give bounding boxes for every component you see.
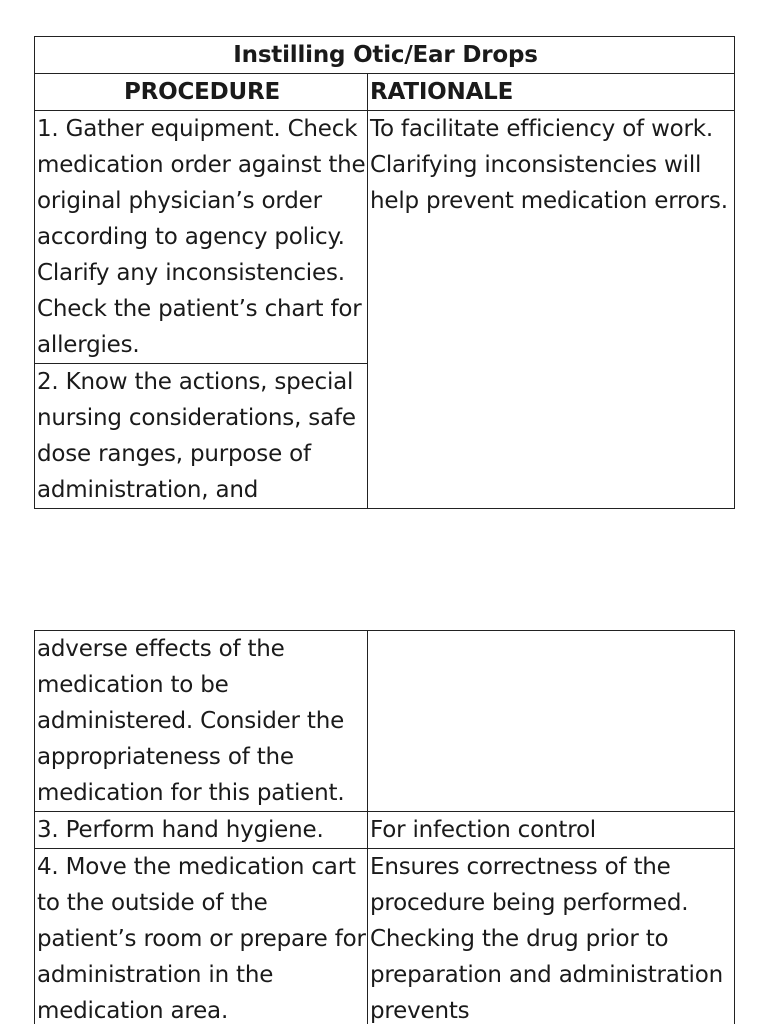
table-title: Instilling Otic/Ear Drops <box>35 37 735 74</box>
procedure-step-1: 1. Gather equipment. Check medication order against the original physician’s order according to agency policy. Clarify any inconsistencies. Check the patient’s chart for allergies. <box>37 116 366 358</box>
procedure-step-3: 3. Perform hand hygiene. <box>37 817 324 843</box>
procedure-table-page-2 <box>34 630 735 1024</box>
procedure-table-page-1 <box>34 36 735 509</box>
procedure-step-4: 4. Move the medication cart to the outside of the patient’s room or prepare for administration in the medication area. <box>37 854 366 1024</box>
procedure-header: PROCEDURE <box>35 74 368 111</box>
procedure-cell <box>35 364 368 509</box>
rationale-header: RATIONALE <box>368 74 735 111</box>
table-row <box>35 812 735 849</box>
header-row <box>35 74 735 111</box>
rationale-cell <box>368 849 735 1024</box>
table-row <box>35 111 735 364</box>
table-row <box>35 849 735 1024</box>
rationale-cell <box>368 631 735 812</box>
procedure-cell <box>35 812 368 849</box>
rationale-cell <box>368 111 735 509</box>
procedure-cell <box>35 849 368 1024</box>
procedure-cell <box>35 631 368 812</box>
table-row <box>35 631 735 812</box>
procedure-step-2: 2. Know the actions, special nursing considerations, safe dose ranges, purpose of administration, and <box>37 369 356 503</box>
rationale-cell <box>368 812 735 849</box>
procedure-step-2-continued: adverse effects of the medication to be administered. Consider the appropriateness of the medication for this patient. <box>37 636 345 806</box>
procedure-cell <box>35 111 368 364</box>
rationale-step-4: Ensures correctness of the procedure being performed. Checking the drug prior to preparation and administration prevents <box>370 854 723 1024</box>
rationale-step-1: To facilitate efficiency of work. Clarifying inconsistencies will help prevent medication errors. <box>370 116 728 214</box>
title-row <box>35 37 735 74</box>
rationale-step-3: For infection control <box>370 817 597 843</box>
